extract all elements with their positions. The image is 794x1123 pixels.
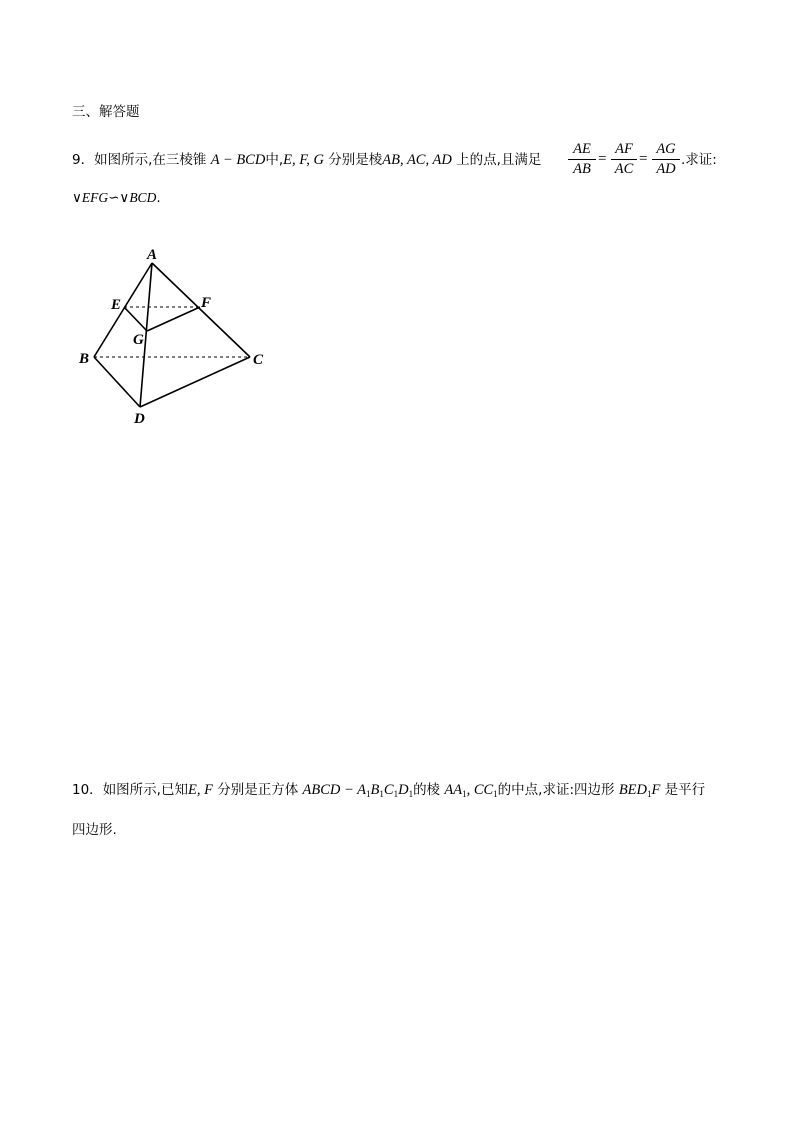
label-g: G (133, 332, 144, 348)
q9-equals-1: = (598, 151, 607, 167)
q9-frac1-numerator: AE (573, 141, 591, 157)
q9-line2 (72, 189, 161, 207)
section-heading: 三、解答题 (72, 104, 140, 120)
q10-line2: 四边形. (72, 822, 117, 838)
q10-edge-sub-1: 1 (462, 789, 467, 799)
q10-cube-sub-4: 1 (408, 789, 414, 799)
q10-math-cube (303, 782, 414, 798)
q10-cube-part-d: D (398, 782, 409, 798)
segment-eg (124, 307, 147, 331)
q10-number: 10． (72, 782, 103, 798)
q10-cube-sub-2: 1 (379, 789, 384, 799)
q9-text-1: 如图所示,在三棱锥 (94, 152, 207, 168)
q9-math-similar: ∨EFG∽∨BCD (72, 190, 157, 205)
q9-frac3-bar (652, 159, 680, 160)
q10-text-5: 是平行 (664, 782, 706, 798)
q9-equals-2: = (639, 151, 648, 167)
q10-math-quad (619, 782, 661, 798)
q10-quad-part-a: BED (618, 782, 647, 798)
label-f: F (201, 295, 212, 311)
q9-frac3-numerator: AG (656, 141, 676, 157)
q10-cube-part-b: B (370, 782, 380, 798)
q10-cube-part-a: ABCD − A (302, 782, 367, 798)
label-b: B (79, 351, 90, 367)
q10-line1 (72, 781, 705, 803)
q10-edge-sub-2: 1 (493, 789, 498, 799)
q9-frac1-denominator: AB (573, 161, 591, 177)
label-a: A (147, 247, 158, 263)
q10-text-4: 的中点,求证:四边形 (497, 782, 615, 798)
q10-cube-sub-1: 1 (366, 789, 371, 799)
q10-quad-part-b: F (651, 782, 661, 798)
q10-edge-part-a: AA (444, 782, 463, 798)
q9-frac2-denominator: AC (614, 161, 634, 177)
q9-fraction-ae-ab (568, 141, 596, 178)
q10-edge-part-b: , CC (466, 782, 494, 798)
q9-math-tetrahedron: A − BCD (210, 152, 266, 168)
q9-text-6: . (156, 190, 161, 206)
q9-frac3-denominator: AD (656, 161, 676, 177)
q9-text-4: 上的点,且满足 (456, 152, 542, 168)
label-e: E (111, 297, 122, 313)
label-d: D (134, 411, 145, 427)
q10-cube-sub-3: 1 (393, 789, 399, 799)
q9-number: 9． (72, 152, 95, 168)
q10-text-2: 分别是正方体 (217, 782, 299, 798)
q10-math-points: E, F (187, 782, 213, 798)
q10-quad-sub: 1 (647, 789, 652, 799)
q9-math-edges: AB, AC, AD (382, 152, 452, 168)
q10-math-edges (444, 782, 497, 798)
q9-line1 (72, 151, 541, 169)
edge-dc (140, 357, 250, 407)
q9-math-points: E, F, G (283, 152, 324, 168)
edge-bd (94, 357, 140, 407)
q9-fraction-ag-ad (652, 141, 680, 178)
q9-text-3: 分别是棱 (328, 152, 383, 168)
q9-text-5: .求证: (681, 152, 717, 168)
q9-frac2-bar (611, 159, 637, 160)
q9-fraction-af-ac (611, 141, 637, 178)
q9-frac1-bar (568, 159, 596, 160)
q9-frac2-numerator: AF (615, 141, 633, 157)
tetrahedron-figure (70, 240, 280, 430)
q10-cube-part-c: C (383, 782, 394, 798)
segment-gf (147, 307, 200, 331)
label-c: C (253, 352, 264, 368)
q9-text-2: 中, (265, 152, 284, 168)
q10-text-3: 的棱 (413, 782, 441, 798)
q10-text-1: 如图所示,已知 (102, 782, 188, 798)
